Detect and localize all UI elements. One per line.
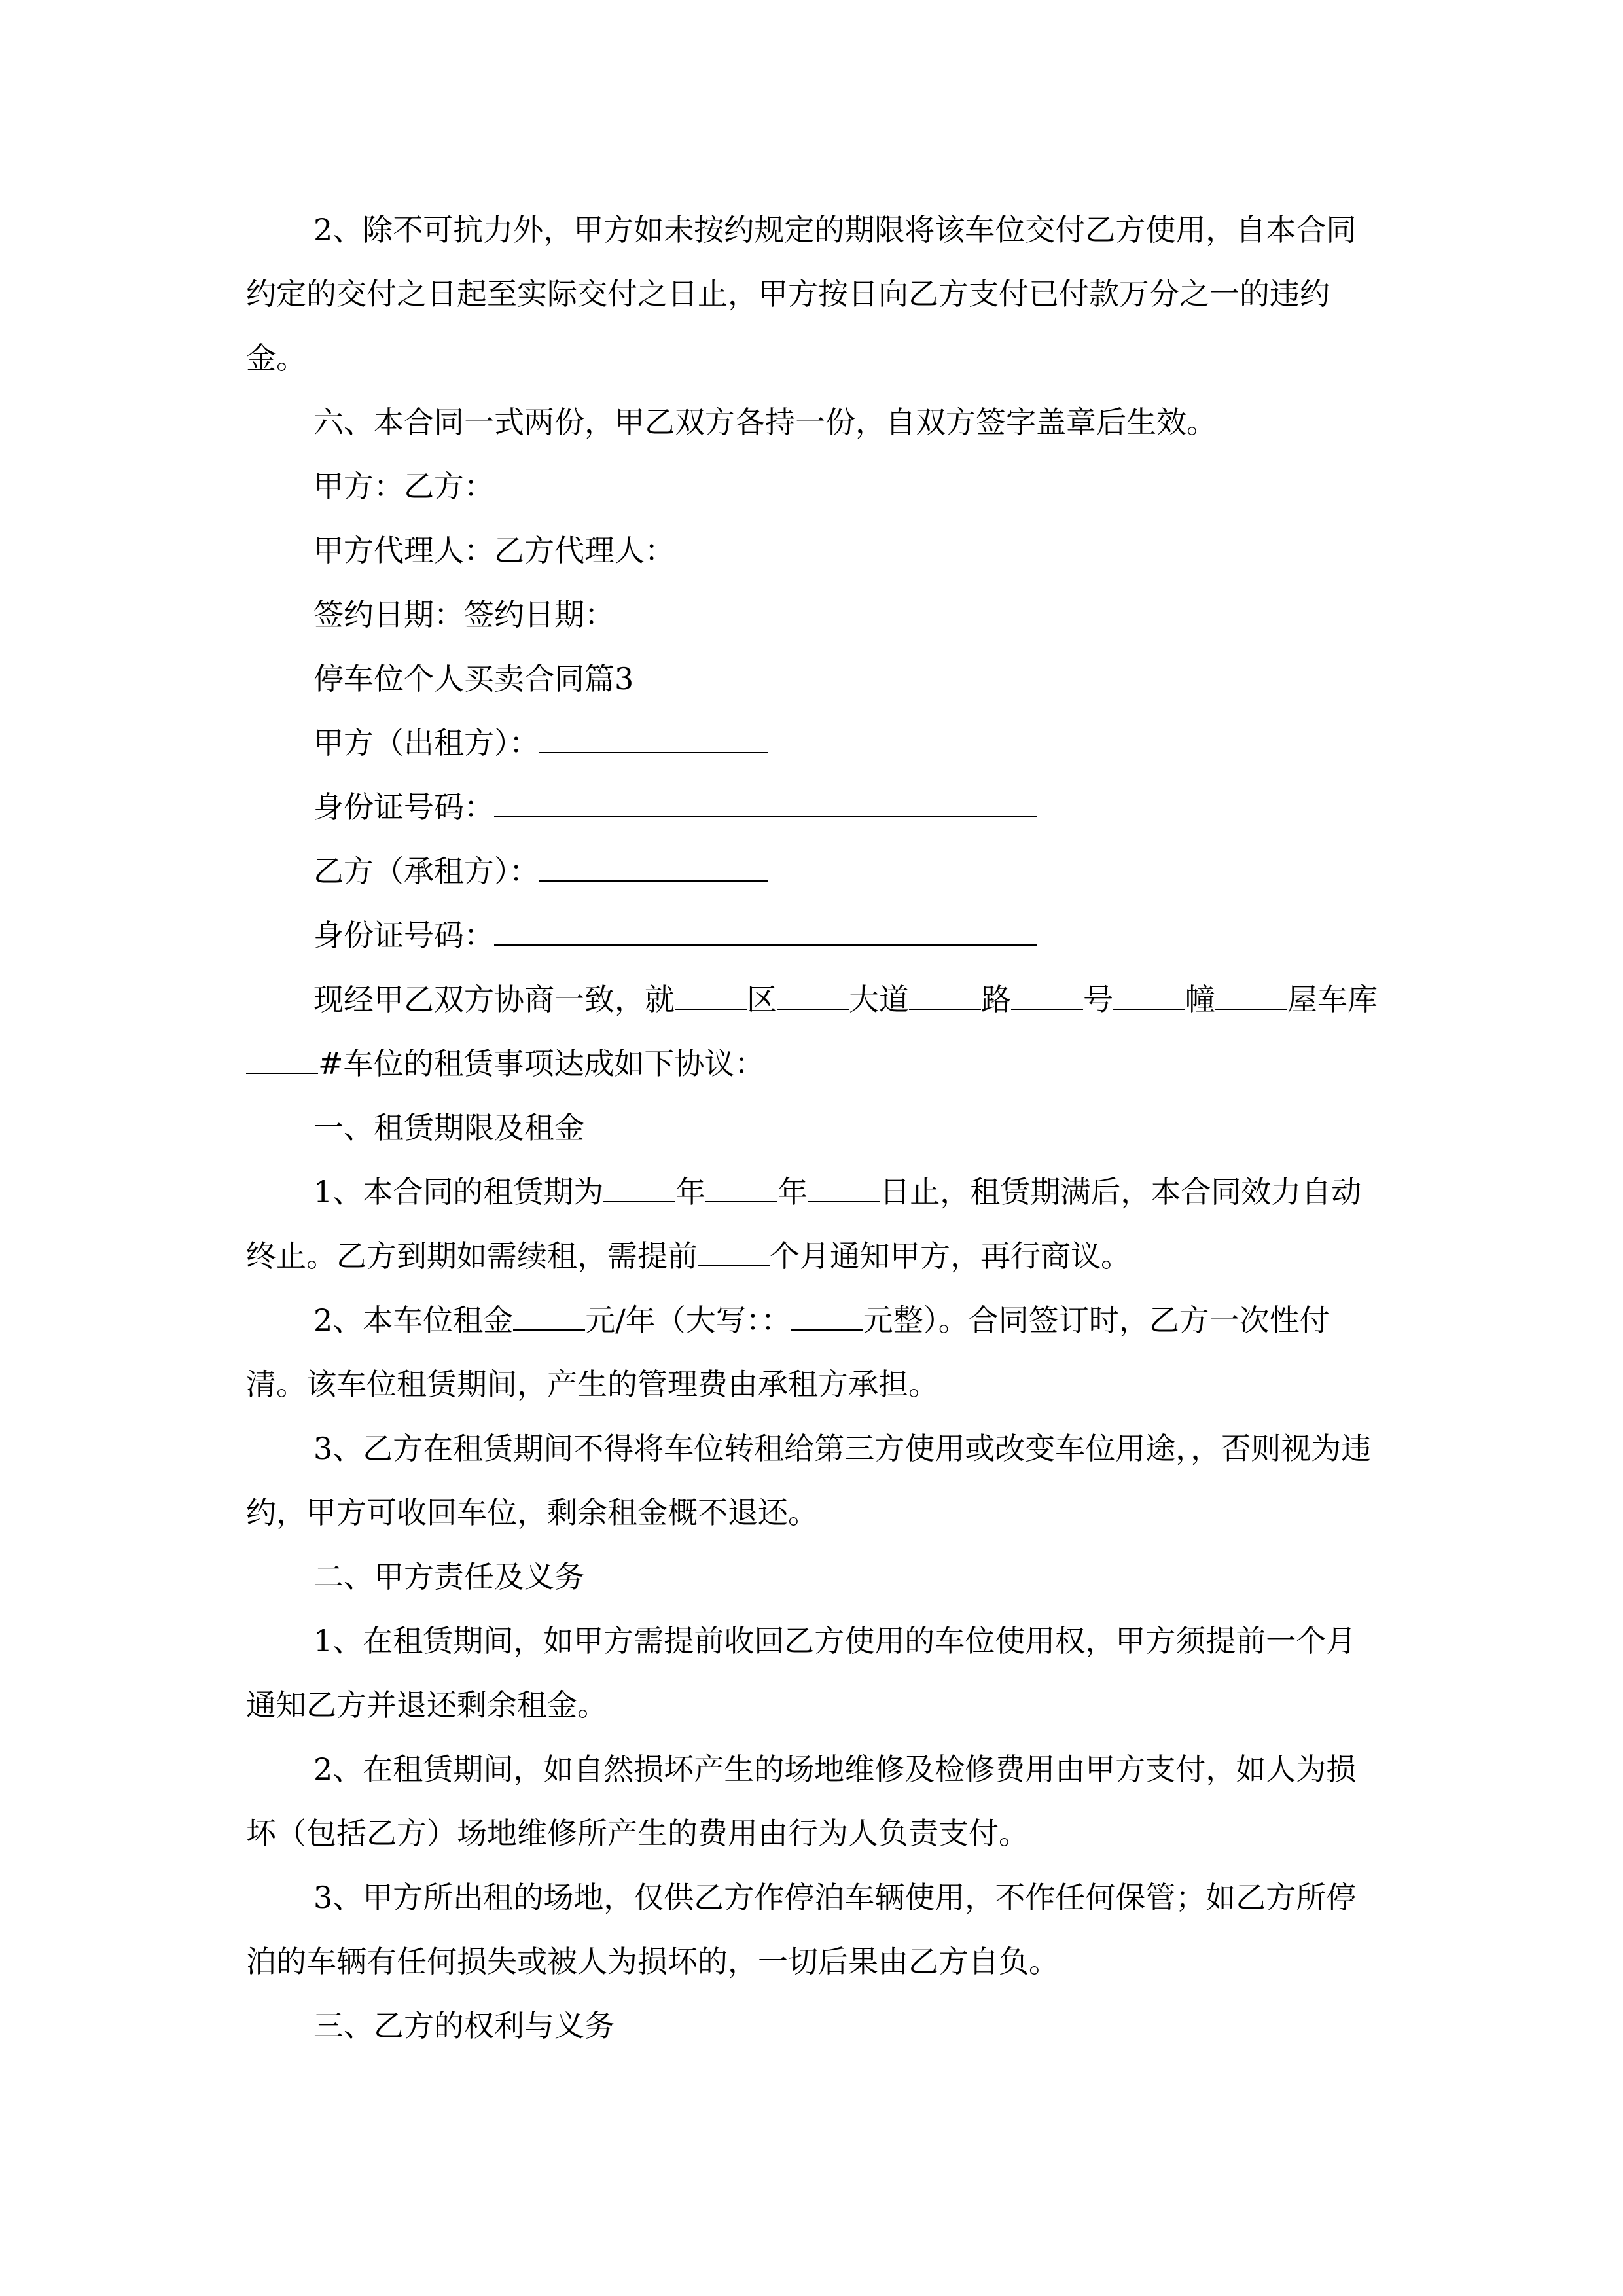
text-segment: 号	[1083, 982, 1113, 1017]
party-a-blank	[539, 726, 768, 753]
blank-room	[1215, 982, 1287, 1010]
blank-road	[909, 982, 981, 1010]
text-segment: 年	[777, 1174, 808, 1210]
document-body	[246, 198, 1385, 2058]
heading-party-b-rights: 三、乙方的权利与义务	[313, 2008, 615, 2043]
party-b-id-line	[246, 903, 1385, 967]
text-segment: 屋车库	[1287, 982, 1378, 1017]
blank-rent-amount	[513, 1303, 585, 1331]
party-b-label: 乙方（承租方）：	[313, 853, 539, 889]
text-segment: 元整）。合同签订时，乙方一次性付清。该车位租赁期间，产生的管理费由承租方承担。	[246, 1302, 1330, 1402]
text-segment: 幢	[1185, 982, 1215, 1017]
text-segment: 大道	[849, 982, 909, 1017]
text-segment: 区	[747, 982, 777, 1017]
clause-copies: 六、本合同一式两份，甲乙双方各持一份，自双方签字盖章后生效。	[313, 404, 1217, 440]
party-a-line	[246, 711, 1385, 775]
blank-end-year	[705, 1175, 777, 1202]
text-segment: 路	[981, 982, 1011, 1017]
blank-rent-words	[791, 1303, 863, 1331]
signature-parties: 甲方：乙方：	[313, 469, 494, 504]
blank-number	[1011, 982, 1083, 1010]
blank-end-day	[808, 1175, 880, 1202]
blank-district	[675, 982, 747, 1010]
party-a-label: 甲方（出租方）：	[313, 725, 539, 761]
signature-dates: 签约日期：签约日期：	[313, 597, 615, 632]
text-segment: 个月通知甲方，再行商议。	[770, 1238, 1131, 1274]
text-segment: 元/年（大写：：	[585, 1302, 791, 1338]
party-a-id-label: 身份证号码：	[313, 789, 494, 825]
clause-rent	[246, 1288, 1385, 1416]
party-b-id-label: 身份证号码：	[313, 918, 494, 953]
party-b-id-blank	[494, 918, 1037, 946]
party-b-blank	[539, 854, 768, 882]
heading-lease-term: 一、租赁期限及租金	[313, 1110, 584, 1145]
clause-no-custody: 3、甲方所出租的场地，仅供乙方作停泊车辆使用，不作任何保管；如乙方所停泊的车辆有任何损失或被人为损坏的，一切后果由乙方自负。	[246, 1880, 1357, 1979]
blank-notice-months	[698, 1239, 770, 1266]
clause-maintenance: 2、在租赁期间，如自然损坏产生的场地维修及检修费用由甲方支付，如人为损坏（包括乙方）场地维修所产生的费用由行为人负责支付。	[246, 1751, 1357, 1851]
signature-agents: 甲方代理人：乙方代理人：	[313, 533, 675, 568]
text-segment: 现经甲乙双方协商一致，就	[313, 982, 675, 1017]
clause-lease-term	[246, 1160, 1385, 1288]
blank-space-number	[246, 1047, 318, 1074]
text-segment: 2、本车位租金	[313, 1302, 514, 1338]
heading-party-a-duties: 二、甲方责任及义务	[313, 1559, 584, 1594]
blank-building	[1113, 982, 1185, 1010]
clause-early-recall: 1、在租赁期间，如甲方需提前收回乙方使用的车位使用权，甲方须提前一个月通知乙方并退还剩余租金。	[246, 1623, 1357, 1723]
text-segment: 日止，租赁期满后，本合同效力自动终止。乙方到期如需续租，需提前	[246, 1174, 1362, 1274]
text-segment: #车位的租赁事项达成如下协议：	[318, 1046, 765, 1081]
clause-breach-penalty: 2、除不可抗力外，甲方如未按约规定的期限将该车位交付乙方使用，自本合同约定的交付之日起至实际交付之日止，甲方按日向乙方支付已付款万分之一的违约金。	[246, 212, 1357, 376]
party-a-id-blank	[494, 790, 1037, 817]
clause-no-sublet: 3、乙方在租赁期间不得将车位转租给第三方使用或改变车位用途，，否则视为违约，甲方可收回车位，剩余租金概不退还。	[246, 1431, 1372, 1530]
text-segment: 1、本合同的租赁期为	[313, 1174, 604, 1210]
blank-avenue	[777, 982, 849, 1010]
party-a-id-line	[246, 775, 1385, 839]
text-segment: 年	[675, 1174, 706, 1210]
agreement-location-paragraph	[246, 967, 1385, 1096]
section-title: 停车位个人买卖合同篇3	[313, 661, 634, 696]
party-b-line	[246, 839, 1385, 903]
blank-start-year	[603, 1175, 675, 1202]
